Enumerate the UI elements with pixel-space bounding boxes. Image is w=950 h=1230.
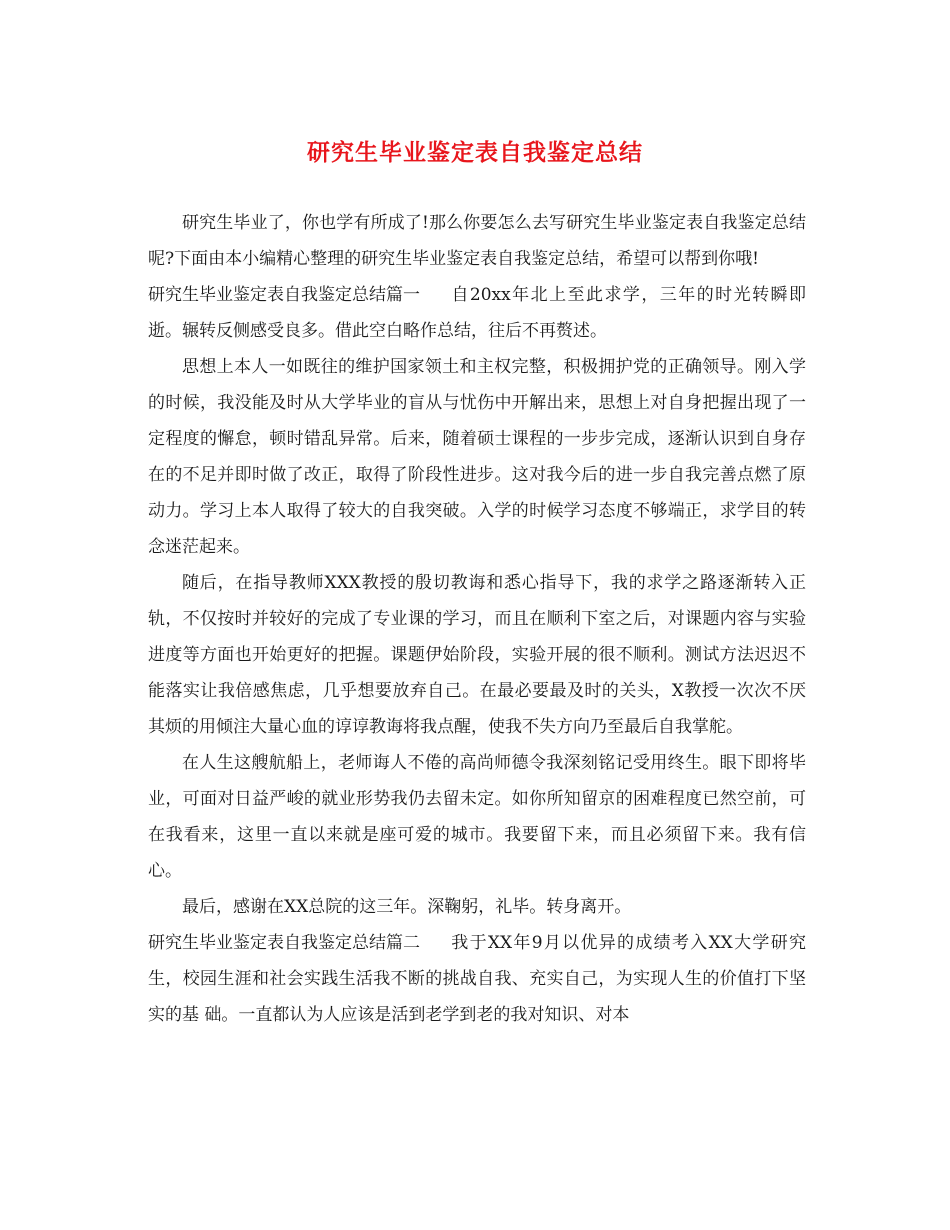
document-title: 研究生毕业鉴定表自我鉴定总结 [307, 140, 643, 166]
document-body [148, 205, 806, 1033]
section-1-paragraph: 在人生这艘航船上，老师诲人不倦的高尚师德令我深刻铭记受用终生。眼下即将毕业，可面对日益严峻的就业形势我仍去留未定。如你所知留京的困难程度已然空前，可在我看来，这里一直以来就是座可爱的城市。我要留下来，而且必须留下来。我有信心。 [148, 753, 806, 881]
section-1-lead: 自20xx年北上至此求学，三年的时光转瞬即逝。辗转反侧感受良多。借此空白略作总结，往后不再赘述。 [148, 285, 806, 341]
section-2-lead: 我于XX年9月以优异的成绩考入XX大学研究生，校园生涯和社会实践生活我不断的挑战自我、充实自己，为实现人生的价值打下坚实的基 础。一直都认为人应该是活到老学到老的我对知识、对本 [148, 933, 806, 1025]
section-2-heading: 研究生毕业鉴定表自我鉴定总结篇二 [148, 933, 420, 953]
section-1-heading: 研究生毕业鉴定表自我鉴定总结篇一 [148, 285, 420, 305]
section-2-opening [148, 925, 806, 1033]
section-1-paragraph: 思想上本人一如既往的维护国家领土和主权完整，积极拥护党的正确领导。刚入学的时候，我没能及时从大学毕业的盲从与忧伤中开解出来，思想上对自身把握出现了一定程度的懈怠，顿时错乱异常。后来，随着硕士课程的一步步完成，逐渐认识到自身存在的不足并即时做了改正，取得了阶段性进步。这对我今后的进一步自我完善点燃了原动力。学习上本人取得了较大的自我突破。入学的时候学习态度不够端正，求学目的转念迷茫起来。 [148, 357, 806, 557]
intro-paragraph: 研究生毕业了，你也学有所成了!那么你要怎么去写研究生毕业鉴定表自我鉴定总结呢?下面由本小编精心整理的研究生毕业鉴定表自我鉴定总结，希望可以帮到你哦! [148, 213, 806, 269]
section-1-paragraph: 最后，感谢在XX总院的这三年。深鞠躬，礼毕。转身离开。 [182, 897, 632, 917]
section-1-opening [148, 277, 806, 349]
section-1-paragraph: 随后，在指导教师XXX教授的殷切教诲和悉心指导下，我的求学之路逐渐转入正轨，不仅按时并较好的完成了专业课的学习，而且在顺利下室之后，对课题内容与实验进度等方面也开始更好的把握。课题伊始阶段，实验开展的很不顺利。测试方法迟迟不能落实让我倍感焦虑，几乎想要放弃自己。在最必要最及时的关头，X教授一次次不厌其烦的用倾注大量心血的谆谆教诲将我点醒，使我不失方向乃至最后自我掌舵。 [148, 573, 806, 737]
